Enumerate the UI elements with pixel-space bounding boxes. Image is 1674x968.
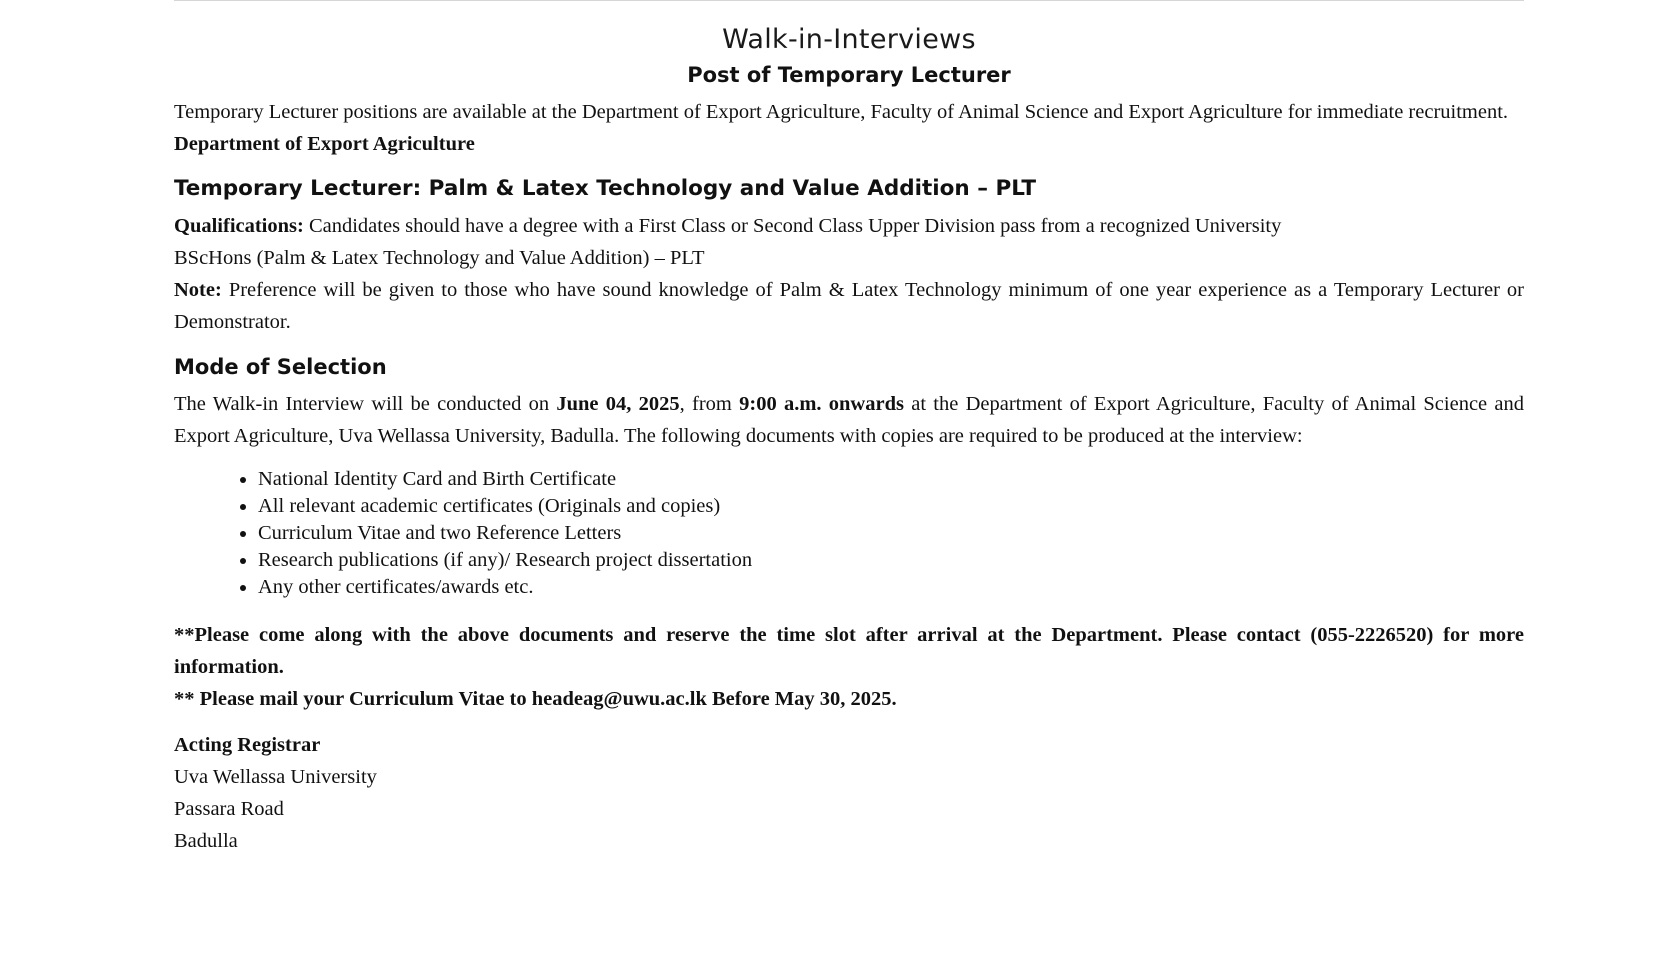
documents-list xyxy=(174,466,1524,601)
selection-text-3: at the Department of Export Agriculture, Faculty of Animal Science and Export Agriculture, Uva Wellassa University, Badulla. The following documents with copies are required to be produced at the interview: xyxy=(174,393,1525,447)
page-title: Walk-in-Interviews xyxy=(722,24,976,55)
selection-heading: Mode of Selection xyxy=(174,355,387,379)
qualifications-label: Qualifications: xyxy=(174,215,304,237)
list-item: • Any other certificates/awards etc. xyxy=(258,574,1524,601)
qualifications-paragraph xyxy=(174,210,1524,242)
interview-time: 9:00 a.m. onwards xyxy=(739,393,904,415)
department-name: Department of Export Agriculture xyxy=(174,133,475,155)
top-divider xyxy=(174,0,1524,1)
selection-paragraph xyxy=(174,388,1524,452)
qualifications-text: Candidates should have a degree with a First Class or Second Class Upper Division pass from a recognized University xyxy=(303,215,1282,237)
article-body xyxy=(174,22,1524,857)
degree-line: BScHons (Palm & Latex Technology and Value Addition) – PLT xyxy=(174,247,705,269)
list-item: • Curriculum Vitae and two Reference Letters xyxy=(258,520,1524,547)
position-heading: Temporary Lecturer: Palm & Latex Technology and Value Addition – PLT xyxy=(174,176,1037,201)
contact-note: **Please come along with the above documents and reserve the time slot after arrival at the Department. Please contact (055-2226520) for more information. xyxy=(174,624,1524,678)
page-subtitle: Post of Temporary Lecturer xyxy=(687,63,1011,87)
selection-text-2: , from xyxy=(679,393,740,415)
note-text: Preference will be given to those who have sound knowledge of Palm & Latex Technology minimum of one year experience as a Temporary Lecturer or Demonstrator. xyxy=(174,279,1524,333)
note-label: Note: xyxy=(174,279,222,301)
signature-block xyxy=(174,729,1524,857)
list-item: • Research publications (if any)/ Research project dissertation xyxy=(258,547,1524,574)
interview-date: June 04, 2025 xyxy=(556,393,680,415)
signature-title: Acting Registrar xyxy=(174,734,321,756)
signature-line: Passara Road xyxy=(174,798,284,820)
mail-note: ** Please mail your Curriculum Vitae to headeag@uwu.ac.lk Before May 30, 2025. xyxy=(174,688,897,710)
list-item: • All relevant academic certificates (Originals and copies) xyxy=(258,493,1524,520)
signature-line: Uva Wellassa University xyxy=(174,766,377,788)
signature-line: Badulla xyxy=(174,830,238,852)
selection-text-1: The Walk-in Interview will be conducted on xyxy=(174,393,557,415)
note-paragraph xyxy=(174,274,1524,338)
list-item: • National Identity Card and Birth Certificate xyxy=(258,466,1524,493)
intro-paragraph: Temporary Lecturer positions are available at the Department of Export Agriculture, Faculty of Animal Science and Export Agriculture for immediate recruitment. xyxy=(174,101,1509,123)
